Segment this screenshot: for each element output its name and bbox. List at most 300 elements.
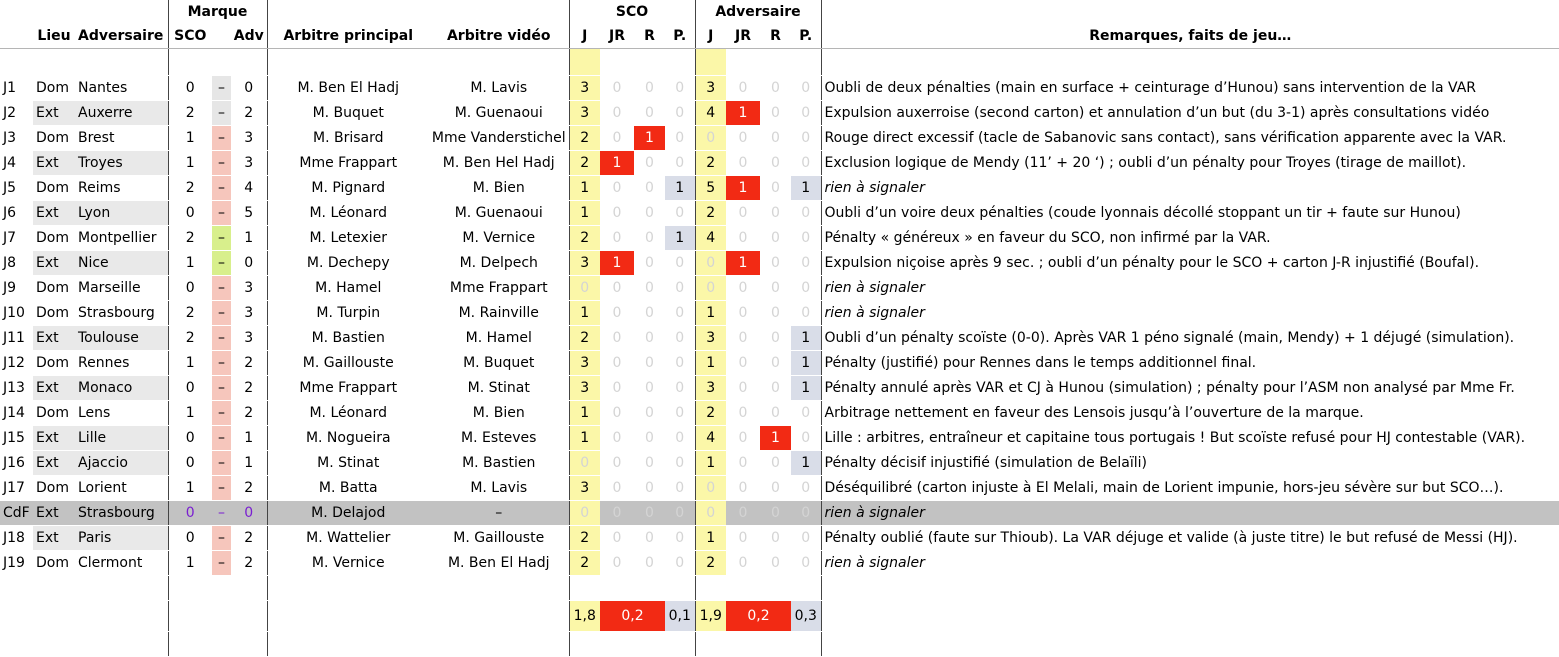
arbitre-video-cell: M. Buquet bbox=[429, 351, 569, 376]
score-adv: 1 bbox=[231, 451, 267, 476]
remarque-cell: Rouge direct excessif (tacle de Sabanovic sans contact), sans vérification apparente avec la VAR. bbox=[821, 126, 1559, 151]
adv-r-cell: 0 bbox=[760, 226, 791, 251]
adv-r-cell: 0 bbox=[760, 151, 791, 176]
adv-r-cell: 0 bbox=[760, 476, 791, 501]
remarque-cell: Pénalty décisif injustifié (simulation de Belaïli) bbox=[821, 451, 1559, 476]
table-row bbox=[0, 401, 1559, 426]
score-sco: 1 bbox=[168, 151, 212, 176]
sco-j-cell: 1 bbox=[569, 301, 600, 326]
adv-p-cell: 0 bbox=[791, 151, 821, 176]
sco-jr-cell: 0 bbox=[600, 176, 634, 201]
table-row bbox=[0, 376, 1559, 401]
adversaire-cell: Monaco bbox=[75, 376, 168, 401]
lieu-cell: Dom bbox=[33, 126, 75, 151]
sco-r-cell: 0 bbox=[634, 301, 665, 326]
score-dash: – bbox=[212, 176, 231, 201]
table-row bbox=[0, 501, 1559, 526]
score-dash: – bbox=[212, 401, 231, 426]
score-dash: – bbox=[212, 351, 231, 376]
adversaire-cell: Nice bbox=[75, 251, 168, 276]
sco-r-cell: 0 bbox=[634, 551, 665, 576]
score-adv: 2 bbox=[231, 476, 267, 501]
score-sco: 2 bbox=[168, 301, 212, 326]
adv-j-cell: 2 bbox=[695, 551, 726, 576]
adv-jr-cell: 1 bbox=[726, 176, 760, 201]
total-adv-j: 1,9 bbox=[695, 601, 726, 632]
arbitre-principal-cell: Mme Frappart bbox=[267, 151, 429, 176]
adv-jr-cell: 0 bbox=[726, 376, 760, 401]
header-row-columns bbox=[0, 24, 1559, 49]
sco-p-cell: 0 bbox=[665, 476, 695, 501]
adv-r-cell: 0 bbox=[760, 201, 791, 226]
adversaire-cell: Strasbourg bbox=[75, 501, 168, 526]
total-sco-jr-r: 0,2 bbox=[600, 601, 665, 632]
remarque-cell: Pénalty (justifié) pour Rennes dans le temps additionnel final. bbox=[821, 351, 1559, 376]
score-adv: 2 bbox=[231, 526, 267, 551]
lieu-cell: Ext bbox=[33, 501, 75, 526]
sco-r-cell: 0 bbox=[634, 401, 665, 426]
score-adv: 0 bbox=[231, 251, 267, 276]
adv-r-cell: 0 bbox=[760, 126, 791, 151]
match-id: J8 bbox=[0, 251, 33, 276]
adv-jr-cell: 0 bbox=[726, 426, 760, 451]
score-sco: 2 bbox=[168, 326, 212, 351]
match-id: J13 bbox=[0, 376, 33, 401]
col-header-arbitre-principal: Arbitre principal bbox=[267, 24, 429, 49]
sco-r-cell: 0 bbox=[634, 201, 665, 226]
adversaire-cell: Montpellier bbox=[75, 226, 168, 251]
score-adv: 3 bbox=[231, 126, 267, 151]
adversaire-cell: Ajaccio bbox=[75, 451, 168, 476]
score-sco: 0 bbox=[168, 426, 212, 451]
score-adv: 3 bbox=[231, 151, 267, 176]
sco-r-cell: 0 bbox=[634, 426, 665, 451]
sco-r-cell: 0 bbox=[634, 376, 665, 401]
arbitre-principal-cell: M. Léonard bbox=[267, 401, 429, 426]
sco-p-cell: 0 bbox=[665, 126, 695, 151]
adversaire-cell: Clermont bbox=[75, 551, 168, 576]
arbitre-video-cell: M. Esteves bbox=[429, 426, 569, 451]
sco-jr-cell: 0 bbox=[600, 476, 634, 501]
table-row bbox=[0, 451, 1559, 476]
sco-j-cell: 1 bbox=[569, 176, 600, 201]
remarque-cell: rien à signaler bbox=[821, 501, 1559, 526]
sco-j-cell: 3 bbox=[569, 351, 600, 376]
lieu-cell: Ext bbox=[33, 451, 75, 476]
sco-jr-cell: 0 bbox=[600, 551, 634, 576]
adv-jr-cell: 0 bbox=[726, 151, 760, 176]
sco-p-cell: 0 bbox=[665, 301, 695, 326]
remarque-cell: Déséquilibré (carton injuste à El Melali, main de Lorient impunie, hors-jeu sévère sur but SCO…). bbox=[821, 476, 1559, 501]
arbitre-video-cell: M. Bien bbox=[429, 176, 569, 201]
remarque-cell: rien à signaler bbox=[821, 276, 1559, 301]
sco-j-cell: 3 bbox=[569, 376, 600, 401]
match-id: J12 bbox=[0, 351, 33, 376]
lieu-cell: Dom bbox=[33, 76, 75, 101]
sco-p-cell: 0 bbox=[665, 426, 695, 451]
lieu-cell: Ext bbox=[33, 201, 75, 226]
adv-j-cell: 3 bbox=[695, 376, 726, 401]
adv-jr-cell: 0 bbox=[726, 226, 760, 251]
sco-jr-cell: 0 bbox=[600, 226, 634, 251]
col-header-sco: SCO bbox=[168, 24, 212, 49]
adv-p-cell: 1 bbox=[791, 451, 821, 476]
blank-row bbox=[0, 632, 1559, 657]
adv-p-cell: 0 bbox=[791, 501, 821, 526]
arbitre-principal-cell: M. Hamel bbox=[267, 276, 429, 301]
table-row bbox=[0, 126, 1559, 151]
adv-p-cell: 0 bbox=[791, 101, 821, 126]
lieu-cell: Ext bbox=[33, 151, 75, 176]
score-adv: 3 bbox=[231, 301, 267, 326]
sco-p-cell: 0 bbox=[665, 401, 695, 426]
lieu-cell: Dom bbox=[33, 476, 75, 501]
sco-j-cell: 3 bbox=[569, 251, 600, 276]
adv-jr-cell: 0 bbox=[726, 351, 760, 376]
table-row bbox=[0, 551, 1559, 576]
sco-p-cell: 0 bbox=[665, 151, 695, 176]
sco-j-cell: 2 bbox=[569, 226, 600, 251]
lieu-cell: Dom bbox=[33, 301, 75, 326]
col-header-sco-j: J bbox=[569, 24, 600, 49]
sco-j-cell: 0 bbox=[569, 276, 600, 301]
lieu-cell: Ext bbox=[33, 251, 75, 276]
sco-p-cell: 0 bbox=[665, 76, 695, 101]
score-sco: 0 bbox=[168, 376, 212, 401]
col-header-remarques: Remarques, faits de jeu… bbox=[821, 24, 1559, 49]
adv-r-cell: 0 bbox=[760, 276, 791, 301]
table-row bbox=[0, 201, 1559, 226]
sco-r-cell: 0 bbox=[634, 476, 665, 501]
adv-r-cell: 0 bbox=[760, 101, 791, 126]
table-row bbox=[0, 176, 1559, 201]
score-dash: – bbox=[212, 326, 231, 351]
score-adv: 2 bbox=[231, 401, 267, 426]
adversaire-cell: Rennes bbox=[75, 351, 168, 376]
score-sco: 1 bbox=[168, 251, 212, 276]
adversaire-cell: Brest bbox=[75, 126, 168, 151]
remarque-cell: Oubli d’un pénalty scoïste (0-0). Après VAR 1 péno signalé (main, Mendy) + 1 déjugé (simulation). bbox=[821, 326, 1559, 351]
remarque-cell: Lille : arbitres, entraîneur et capitaine tous portugais ! But scoïste refusé pour HJ contestable (VAR). bbox=[821, 426, 1559, 451]
sco-p-cell: 0 bbox=[665, 201, 695, 226]
totals-row bbox=[0, 601, 1559, 632]
arbitre-principal-cell: M. Pignard bbox=[267, 176, 429, 201]
adv-r-cell: 1 bbox=[760, 426, 791, 451]
lieu-cell: Dom bbox=[33, 551, 75, 576]
match-id: J15 bbox=[0, 426, 33, 451]
adv-p-cell: 1 bbox=[791, 376, 821, 401]
adv-jr-cell: 0 bbox=[726, 126, 760, 151]
score-sco: 2 bbox=[168, 176, 212, 201]
match-id: J3 bbox=[0, 126, 33, 151]
sco-r-cell: 0 bbox=[634, 251, 665, 276]
score-dash: – bbox=[212, 426, 231, 451]
match-id: J4 bbox=[0, 151, 33, 176]
adv-p-cell: 0 bbox=[791, 226, 821, 251]
col-header-sco-jr: JR bbox=[600, 24, 634, 49]
match-id: J11 bbox=[0, 326, 33, 351]
adv-r-cell: 0 bbox=[760, 401, 791, 426]
remarque-cell: Oubli de deux pénalties (main en surface + ceinturage d’Hunou) sans intervention de la VAR bbox=[821, 76, 1559, 101]
adv-jr-cell: 0 bbox=[726, 476, 760, 501]
lieu-cell: Dom bbox=[33, 351, 75, 376]
score-dash: – bbox=[212, 301, 231, 326]
sco-jr-cell: 0 bbox=[600, 126, 634, 151]
sco-jr-cell: 0 bbox=[600, 76, 634, 101]
match-id: J6 bbox=[0, 201, 33, 226]
sco-r-cell: 0 bbox=[634, 151, 665, 176]
score-dash: – bbox=[212, 276, 231, 301]
adv-jr-cell: 0 bbox=[726, 301, 760, 326]
adv-r-cell: 0 bbox=[760, 176, 791, 201]
adv-r-cell: 0 bbox=[760, 76, 791, 101]
arbitre-principal-cell: M. Dechepy bbox=[267, 251, 429, 276]
match-id: J19 bbox=[0, 551, 33, 576]
marque-header: Marque bbox=[168, 0, 267, 24]
adv-j-cell: 1 bbox=[695, 526, 726, 551]
score-sco: 1 bbox=[168, 476, 212, 501]
arbitre-video-cell: M. Ben Hel Hadj bbox=[429, 151, 569, 176]
table-row bbox=[0, 351, 1559, 376]
adv-p-cell: 1 bbox=[791, 176, 821, 201]
sco-p-cell: 1 bbox=[665, 176, 695, 201]
total-sco-p: 0,1 bbox=[665, 601, 695, 632]
remarque-cell: Arbitrage nettement en faveur des Lensois jusqu’à l’ouverture de la marque. bbox=[821, 401, 1559, 426]
arbitre-principal-cell: M. Delajod bbox=[267, 501, 429, 526]
lieu-cell: Ext bbox=[33, 526, 75, 551]
total-sco-j: 1,8 bbox=[569, 601, 600, 632]
adv-j-cell: 4 bbox=[695, 426, 726, 451]
sco-j-cell: 3 bbox=[569, 101, 600, 126]
sco-j-cell: 1 bbox=[569, 426, 600, 451]
sco-p-cell: 0 bbox=[665, 351, 695, 376]
arbitre-video-cell: M. Guenaoui bbox=[429, 201, 569, 226]
sco-r-cell: 0 bbox=[634, 326, 665, 351]
sco-p-cell: 0 bbox=[665, 526, 695, 551]
sco-jr-cell: 0 bbox=[600, 501, 634, 526]
adversaire-cell: Lens bbox=[75, 401, 168, 426]
sco-jr-cell: 1 bbox=[600, 251, 634, 276]
score-sco: 0 bbox=[168, 451, 212, 476]
adv-p-cell: 0 bbox=[791, 426, 821, 451]
sco-jr-cell: 0 bbox=[600, 301, 634, 326]
score-adv: 1 bbox=[231, 426, 267, 451]
adversaire-cell: Auxerre bbox=[75, 101, 168, 126]
score-adv: 3 bbox=[231, 326, 267, 351]
adv-jr-cell: 0 bbox=[726, 276, 760, 301]
adv-jr-cell: 0 bbox=[726, 526, 760, 551]
arbitre-video-cell: M. Stinat bbox=[429, 376, 569, 401]
col-header-adv-p: P. bbox=[791, 24, 821, 49]
score-dash: – bbox=[212, 451, 231, 476]
table-row bbox=[0, 476, 1559, 501]
adversaire-cell: Lille bbox=[75, 426, 168, 451]
arbitre-principal-cell: M. Brisard bbox=[267, 126, 429, 151]
score-dash: – bbox=[212, 501, 231, 526]
arbitre-video-cell: M. Lavis bbox=[429, 476, 569, 501]
adv-r-cell: 0 bbox=[760, 451, 791, 476]
score-dash: – bbox=[212, 151, 231, 176]
lieu-cell: Ext bbox=[33, 376, 75, 401]
adversaire-group-header: Adversaire bbox=[695, 0, 821, 24]
adv-j-cell: 1 bbox=[695, 351, 726, 376]
score-dash: – bbox=[212, 226, 231, 251]
col-header-lieu: Lieu bbox=[33, 24, 75, 49]
remarque-cell: Expulsion niçoise après 9 sec. ; oubli d’un pénalty pour le SCO + carton J-R injustifié (Boufal). bbox=[821, 251, 1559, 276]
remarque-cell: Pénalty oublié (faute sur Thioub). La VAR déjuge et valide (à juste titre) le but refusé de Messi (HJ). bbox=[821, 526, 1559, 551]
arbitre-video-cell: M. Bastien bbox=[429, 451, 569, 476]
sco-j-cell: 2 bbox=[569, 526, 600, 551]
sco-j-cell: 0 bbox=[569, 451, 600, 476]
sco-p-cell: 0 bbox=[665, 501, 695, 526]
sco-r-cell: 1 bbox=[634, 126, 665, 151]
adv-j-cell: 1 bbox=[695, 451, 726, 476]
adv-jr-cell: 0 bbox=[726, 551, 760, 576]
arbitre-video-cell: M. Delpech bbox=[429, 251, 569, 276]
arbitre-principal-cell: M. Turpin bbox=[267, 301, 429, 326]
adv-p-cell: 0 bbox=[791, 201, 821, 226]
score-sco: 0 bbox=[168, 76, 212, 101]
arbitre-video-cell: M. Vernice bbox=[429, 226, 569, 251]
score-dash: – bbox=[212, 376, 231, 401]
remarque-cell: rien à signaler bbox=[821, 301, 1559, 326]
score-adv: 0 bbox=[231, 76, 267, 101]
col-header-adv-jr: JR bbox=[726, 24, 760, 49]
adv-r-cell: 0 bbox=[760, 551, 791, 576]
adv-jr-cell: 0 bbox=[726, 501, 760, 526]
sco-jr-cell: 0 bbox=[600, 351, 634, 376]
sco-p-cell: 0 bbox=[665, 376, 695, 401]
match-id: CdF bbox=[0, 501, 33, 526]
adv-p-cell: 0 bbox=[791, 476, 821, 501]
adv-r-cell: 0 bbox=[760, 351, 791, 376]
arbitre-video-cell: Mme Frappart bbox=[429, 276, 569, 301]
adversaire-cell: Lorient bbox=[75, 476, 168, 501]
score-sco: 0 bbox=[168, 526, 212, 551]
score-sco: 1 bbox=[168, 351, 212, 376]
adv-j-cell: 0 bbox=[695, 276, 726, 301]
sco-r-cell: 0 bbox=[634, 101, 665, 126]
adv-j-cell: 0 bbox=[695, 501, 726, 526]
sco-jr-cell: 0 bbox=[600, 276, 634, 301]
adv-p-cell: 0 bbox=[791, 76, 821, 101]
remarque-cell: Expulsion auxerroise (second carton) et annulation d’un but (du 3-1) après consultations vidéo bbox=[821, 101, 1559, 126]
arbitre-video-cell: Mme Vanderstichel bbox=[429, 126, 569, 151]
score-adv: 2 bbox=[231, 351, 267, 376]
adv-p-cell: 0 bbox=[791, 526, 821, 551]
score-dash: – bbox=[212, 551, 231, 576]
adv-r-cell: 0 bbox=[760, 301, 791, 326]
sco-jr-cell: 0 bbox=[600, 101, 634, 126]
sco-p-cell: 0 bbox=[665, 326, 695, 351]
arbitre-principal-cell: M. Wattelier bbox=[267, 526, 429, 551]
score-sco: 2 bbox=[168, 226, 212, 251]
adversaire-cell: Troyes bbox=[75, 151, 168, 176]
adv-j-cell: 2 bbox=[695, 201, 726, 226]
arbitre-principal-cell: M. Vernice bbox=[267, 551, 429, 576]
adv-j-cell: 0 bbox=[695, 126, 726, 151]
score-sco: 2 bbox=[168, 101, 212, 126]
spacer-row bbox=[0, 49, 1559, 76]
remarque-cell: Exclusion logique de Mendy (11’ + 20 ‘) ; oubli d’un pénalty pour Troyes (tirage de maillot). bbox=[821, 151, 1559, 176]
arbitre-video-cell: M. Lavis bbox=[429, 76, 569, 101]
sco-j-cell: 2 bbox=[569, 126, 600, 151]
adversaire-cell: Nantes bbox=[75, 76, 168, 101]
score-adv: 5 bbox=[231, 201, 267, 226]
adv-p-cell: 0 bbox=[791, 251, 821, 276]
arbitre-principal-cell: M. Bastien bbox=[267, 326, 429, 351]
col-header-sco-r: R bbox=[634, 24, 665, 49]
sco-r-cell: 0 bbox=[634, 501, 665, 526]
score-dash: – bbox=[212, 476, 231, 501]
table-row bbox=[0, 526, 1559, 551]
adv-jr-cell: 0 bbox=[726, 451, 760, 476]
arbitre-video-cell: M. Gaillouste bbox=[429, 526, 569, 551]
sco-p-cell: 0 bbox=[665, 451, 695, 476]
match-id: J10 bbox=[0, 301, 33, 326]
header-row-groups bbox=[0, 0, 1559, 24]
adv-jr-cell: 0 bbox=[726, 201, 760, 226]
adv-jr-cell: 0 bbox=[726, 401, 760, 426]
lieu-cell: Ext bbox=[33, 326, 75, 351]
arbitre-principal-cell: M. Léonard bbox=[267, 201, 429, 226]
adv-j-cell: 0 bbox=[695, 476, 726, 501]
score-adv: 2 bbox=[231, 101, 267, 126]
col-header-adv: Adv bbox=[231, 24, 267, 49]
sco-j-cell: 2 bbox=[569, 151, 600, 176]
adv-j-cell: 4 bbox=[695, 101, 726, 126]
col-header-adv-r: R bbox=[760, 24, 791, 49]
sco-j-cell: 0 bbox=[569, 501, 600, 526]
match-id: J18 bbox=[0, 526, 33, 551]
table-row bbox=[0, 226, 1559, 251]
lieu-cell: Dom bbox=[33, 226, 75, 251]
adv-jr-cell: 1 bbox=[726, 101, 760, 126]
sco-jr-cell: 1 bbox=[600, 151, 634, 176]
adv-j-cell: 0 bbox=[695, 251, 726, 276]
sco-group-header: SCO bbox=[569, 0, 695, 24]
sco-p-cell: 0 bbox=[665, 101, 695, 126]
total-adv-jr-r: 0,2 bbox=[726, 601, 791, 632]
col-header-adv-j: J bbox=[695, 24, 726, 49]
sco-r-cell: 0 bbox=[634, 76, 665, 101]
sco-p-cell: 0 bbox=[665, 276, 695, 301]
match-id: J7 bbox=[0, 226, 33, 251]
sco-r-cell: 0 bbox=[634, 351, 665, 376]
arbitre-principal-cell: M. Batta bbox=[267, 476, 429, 501]
table-row bbox=[0, 76, 1559, 101]
lieu-cell: Dom bbox=[33, 401, 75, 426]
arbitre-video-cell: M. Rainville bbox=[429, 301, 569, 326]
lieu-cell: Ext bbox=[33, 426, 75, 451]
sco-j-cell: 3 bbox=[569, 76, 600, 101]
adversaire-cell: Toulouse bbox=[75, 326, 168, 351]
col-header-sco-p: P. bbox=[665, 24, 695, 49]
score-dash: – bbox=[212, 126, 231, 151]
score-dash: – bbox=[212, 76, 231, 101]
table-row bbox=[0, 151, 1559, 176]
arbitre-principal-cell: M. Gaillouste bbox=[267, 351, 429, 376]
adversaire-cell: Lyon bbox=[75, 201, 168, 226]
score-dash: – bbox=[212, 201, 231, 226]
adv-j-cell: 2 bbox=[695, 151, 726, 176]
adv-r-cell: 0 bbox=[760, 251, 791, 276]
adv-p-cell: 0 bbox=[791, 301, 821, 326]
adv-p-cell: 0 bbox=[791, 401, 821, 426]
sco-jr-cell: 0 bbox=[600, 401, 634, 426]
sco-j-cell: 2 bbox=[569, 326, 600, 351]
score-adv: 3 bbox=[231, 276, 267, 301]
